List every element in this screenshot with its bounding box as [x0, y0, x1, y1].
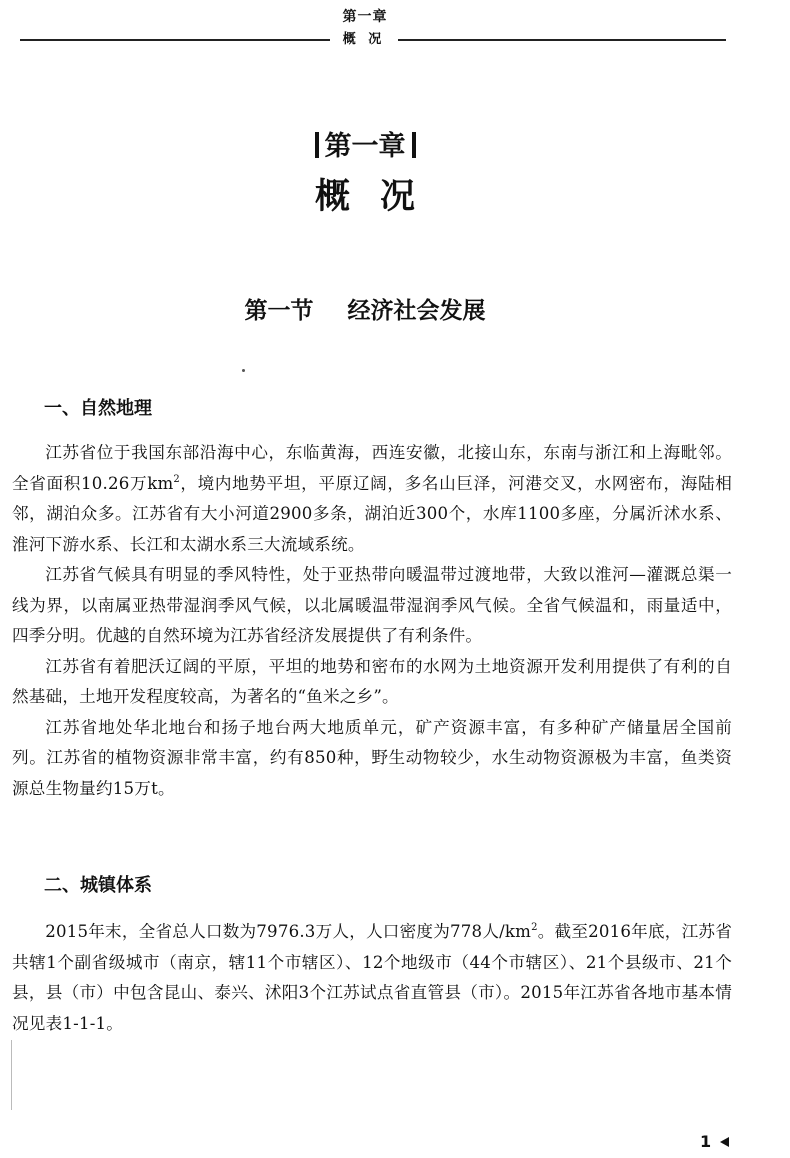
heading-natural-geography: 一、自然地理 [44, 398, 152, 419]
running-header-chapter: 第一章 [342, 9, 388, 25]
chapter-label [0, 128, 730, 166]
running-header-subtitle: 概 况 [342, 32, 386, 47]
section-name: 经济社会发展 [347, 298, 486, 324]
paragraph: 江苏省位于我国东部沿海中心，东临黄海，西连安徽，北接山东，东南与浙江和上海毗邻。全省面积10.26万$km^2$，境内地势平坦，平原辽阔，多名山巨泽，河港交叉，水网密布，海陆相邻，湖泊众多。江苏省有大小河道2900多条，湖泊近300个，水库1100多座，分属沂沭水系、淮河下游水系、长江和太湖水系三大流域系统。 [12, 443, 732, 554]
header-rule-left [20, 39, 330, 41]
heading-urban-system: 二、城镇体系 [44, 875, 152, 896]
section-title [0, 294, 730, 328]
paragraph: 2015年末，全省总人口数为7976.3万人，人口密度为778人$/km^2$。截至2016年底，江苏省共辖1个副省级城市（南京，辖11个市辖区）、12个地级市（44个市辖区）、21个县级市、21个县，县（市）中包含昆山、泰兴、沭阳3个江苏试点省直管县（市）。2015年江苏省各地市基本情况见表1-1-1。 [12, 922, 732, 1033]
chapter-label-text: 第一章 [324, 131, 406, 162]
part2-body [12, 917, 732, 1039]
page-marker-icon [720, 1137, 729, 1147]
paragraph: 江苏省有着肥沃辽阔的平原，平坦的地势和密布的水网为土地资源开发利用提供了有利的自然基础，土地开发程度较高，为著名的“鱼米之乡”。 [12, 656, 732, 706]
paragraph: 江苏省地处华北地台和扬子地台两大地质单元，矿产资源丰富，有多种矿产储量居全国前列。江苏省的植物资源非常丰富，约有850种，野生动物较少，水生动物资源极为丰富，鱼类资源总生物量约15万t。 [12, 717, 732, 798]
chapter-title: 概况 [314, 177, 445, 217]
page-number: 1 [700, 1132, 712, 1151]
margin-line [11, 1040, 12, 1110]
chapter-bar-left [315, 132, 319, 158]
header-rule-right [398, 39, 726, 41]
chapter-bar-right [412, 132, 416, 158]
stray-dot [242, 369, 245, 372]
part1-body [12, 438, 732, 804]
paragraph: 江苏省气候具有明显的季风特性，处于亚热带向暖温带过渡地带，大致以淮河—灌溉总渠一线为界，以南属亚热带湿润季风气候，以北属暖温带湿润季风气候。全省气候温和，雨量适中，四季分明。优越的自然环境为江苏省经济发展提供了有利条件。 [12, 565, 732, 645]
section-number: 第一节 [244, 298, 314, 324]
